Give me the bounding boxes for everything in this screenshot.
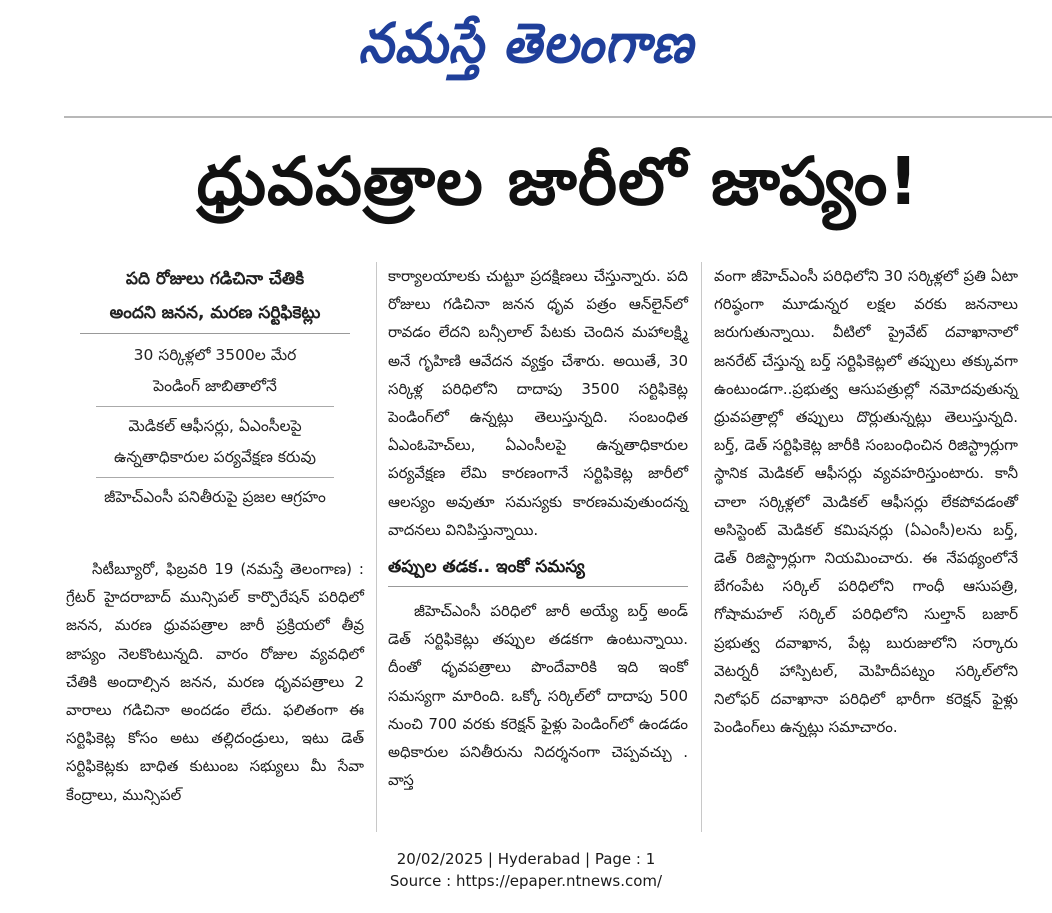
column-divider-2 [701,262,702,832]
article-headline: ధ్రువపత్రాల జారీలో జాప్యం! [196,142,920,220]
column-3-paragraph: వంగా జీహెచ్ఎంసీ పరిధిలోని 30 సర్కిళ్లలో ప్రతి ఏటా గరిష్ఠంగా మూడున్నర లక్షల వరకు జననాలు జరుగుతున్నాయి. వీటిలో ప్రైవేట్ దవాఖానాలో జనరేట్ చేస్తున్న బర్త్ సర్టిఫికెట్లలో తప్పులు తక్కువగా ఉంటుండగా..ప్రభుత్వ ఆసుపత్రుల్లో నమోదవుతున్న ధ్రువపత్రాల్లో తప్పులు దొర్లుతున్నట్లు తెలుస్తున్నది. బర్త్, డెత్ సర్టిఫికెట్ల జారీకి సంబంధించిన రిజిస్ట్రార్లుగా స్థానిక మెడికల్ ఆఫీసర్లు వ్యవహరిస్తుంటారు. కానీ చాలా సర్కిళ్లలో మెడికల్ ఆఫీసర్లు లేకపోవడంతో అసిస్టెంట్ మెడికల్ కమిషనర్లు (ఏఎంసీ)లను బర్త్, డెత్ రిజిస్ట్రార్లుగా నియమించారు. ఈ నేపథ్యంలోనే బేగంపేట సర్కిల్ పరిధిలోని గాంధీ ఆసుపత్రి, గోషామహల్ సర్కిల్ పరిధిలోని సుల్తాన్ బజార్ ప్రభుత్వ దవాఖాన, పేట్ల బురుజులోని సర్కారు వెటర్నరీ హాస్పిటల్, మెహిదీపట్నం సర్కిల్‌లోని నిలోఫర్ దవాఖానా పరిధిలో భారీగా కరెక్షన్ ఫైళ్లు పెండింగ్‌లు ఉన్నట్లు సమాచారం. [714,267,1018,737]
column-1-body [66,540,364,824]
deck-sub-divider-2 [96,477,334,478]
deck-sub-divider [96,406,334,407]
column-divider-1 [376,262,377,832]
column-3 [714,262,1018,741]
masthead-divider [64,116,1052,118]
deck-line-1: పది రోజులు గడిచినా చేతికి [125,269,305,289]
article-deck [66,262,364,513]
deck-line-2: అందని జనన, మరణ సర్టిఫికెట్లు [109,303,321,323]
deck-sub-1: 30 సర్కిళ్లలో 3500ల మేర [133,346,297,364]
page-footer [0,848,1052,892]
column-2 [388,262,688,794]
deck-sub-2: పెండింగ్ జాబితాలోనే [153,377,277,395]
deck-sub-5: జీహెచ్ఎంసీ పనితీరుపై ప్రజల ఆగ్రహం [104,488,326,506]
deck-sub-3: మెడికల్ ఆఫీసర్లు, ఏఎంసీలపై [128,417,302,435]
masthead [0,0,1052,100]
footer-date-line: 20/02/2025 | Hyderabad | Page : 1 [396,850,656,868]
deck-sub-4: ఉన్నతాధికారుల పర్యవేక్షణ కరువు [114,448,316,466]
column-2-paragraph-1: కార్యాలయాలకు చుట్టూ ప్రదక్షిణలు చేస్తున్నారు. పది రోజులు గడిచినా జనన ధృవ పత్రం ఆన్‌లైన్‌లో రావడం లేదని బన్సీలాల్ పేటకు చెందిన మహాలక్ష్మి అనే గృహిణి ఆవేదన వ్యక్తం చేశారు. అయితే, 30 సర్కిళ్ల పరిధిలోని దాదాపు 3500 సర్టిఫికెట్ల పెండింగ్‌లో ఉన్నట్లు తెలుస్తున్నది. సంబంధిత ఏఎంఓహెచ్‌లు, ఏఎంసీలపై ఉన్నతాధికారుల పర్యవేక్షణ లేమి కారణంగానే సర్టిఫికెట్ల జారీలో ఆలస్యం అవుతూ సమస్యకు కారణమవుతుందన్న వాదనలు వినిపిస్తున్నాయి. [388,267,688,539]
column-2-subheading: తప్పుల తడక.. ఇంకో సమస్య [388,550,688,587]
column-2-paragraph-2: జీహెచ్ఎంసీ పరిధిలో జారీ అయ్యే బర్త్ అండ్ డెత్ సర్టిఫికెట్లు తప్పుల తడకగా ఉంటున్నాయి. దీంతో ధృవపత్రాలు పొందేవారికి ఇది ఇంకో సమస్యగా మారింది. ఒక్కో సర్కిల్‌లో దాదాపు 500 నుంచి 700 వరకు కరెక్షన్ ఫైళ్లు పెండింగ్‌లో ఉండడం అధికారుల పనితీరును నిదర్శనంగా చెప్పవచ్చు . వాస్త [388,602,688,790]
deck-divider [80,333,350,334]
footer-source-line: Source : https://epaper.ntnews.com/ [389,872,663,890]
masthead-logo-text: నమస్తే తెలంగాణ [358,10,694,75]
column-1-paragraph: సిటీబ్యూరో, ఫిబ్రవరి 19 (నమస్తే తెలంగాణ) : గ్రేటర్ హైదరాబాద్ మున్సిపల్ కార్పొరేషన్ పరిధిలో జనన, మరణ ధ్రువపత్రాల జారీ ప్రక్రియలో తీవ్ర జాప్యం నెలకొంటున్నది. వారం రోజుల వ్యవధిలో చేతికి అందాల్సిన జనన, మరణ ధృవపత్రాలు 2 వారాలు గడిచినా అందడం లేదు. ఫలితంగా ఈ సర్టిఫికెట్ల కోసం అటు తల్లిదండ్రులు, ఇటు డెత్ సర్టిఫికెట్లకు బాధిత కుటుంబ సభ్యులు మీ సేవా కేంద్రాలు, మున్సిపల్ [66,560,364,804]
